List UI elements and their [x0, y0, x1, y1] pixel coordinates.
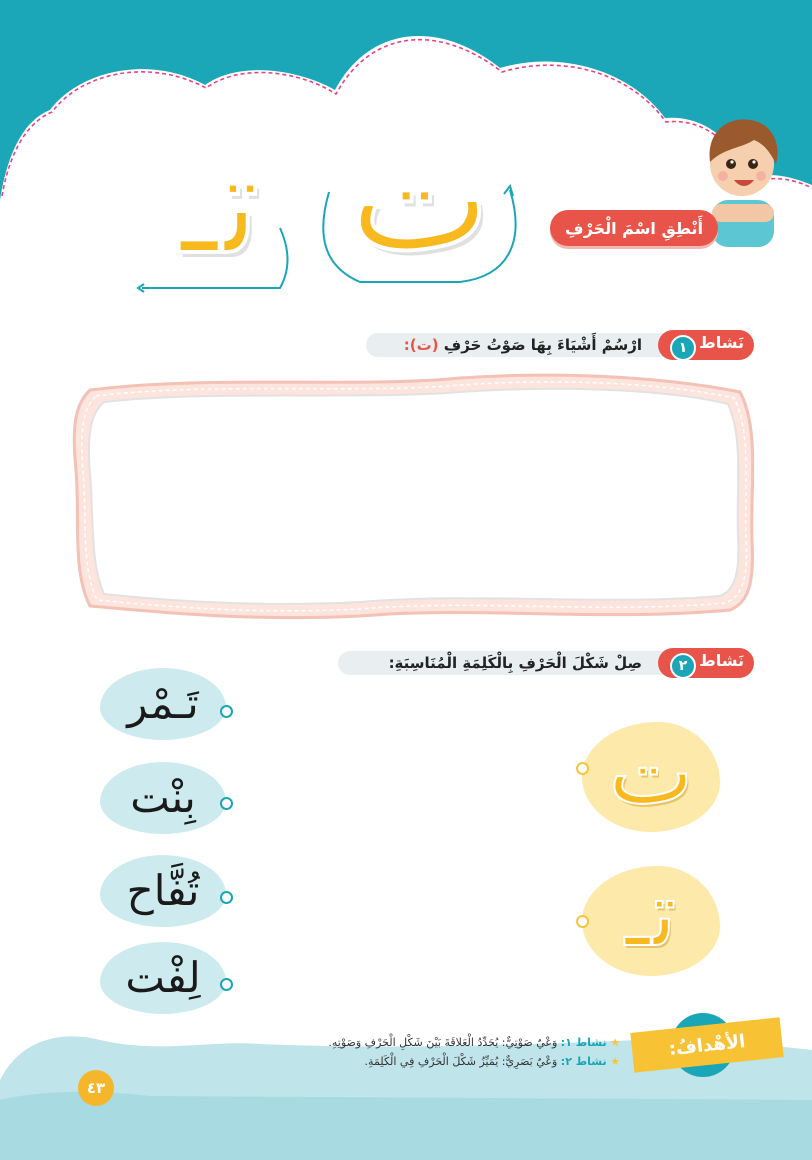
activity-1-header	[366, 333, 754, 357]
word-bint-dot[interactable]	[220, 797, 233, 810]
word-lift-text: لِفْت	[125, 953, 201, 1002]
activity-1-number	[670, 335, 696, 361]
letter-shape-isolated-dot[interactable]	[576, 762, 589, 775]
goal-item-1-text: وَعْيٌ صَوْتِيٌّ: يُحَدِّدُ الْعَلاقَةَ بَيْنَ شَكْلِ الْحَرْفِ وَصَوْتِهِ.	[328, 1036, 558, 1049]
activity-2-badge-label: نَشاط	[699, 651, 744, 670]
word-lift	[100, 942, 226, 1014]
activity-2-header	[338, 651, 754, 675]
activity-2-number	[670, 653, 696, 679]
activity-1-title	[404, 336, 650, 354]
page-number	[78, 1070, 114, 1106]
activity-1-instruction: ارْسُمْ أَشْيَاءَ بِهَا صَوْتُ حَرْفِ	[443, 336, 642, 354]
goals-title: الأهْدافُ:	[667, 1030, 747, 1060]
goal-star-icon: ★	[610, 1055, 620, 1068]
letter-shape-initial-dot[interactable]	[576, 915, 589, 928]
goal-item-2-label: نشاط ٢:	[560, 1055, 607, 1068]
letter-shape-initial	[588, 860, 714, 970]
goal-item-1-label: نشاط ١:	[560, 1036, 607, 1049]
word-tuffah	[100, 855, 226, 927]
word-tuffah-text: تُفَّاح	[126, 866, 200, 915]
letter-initial-glyph: تـ	[180, 123, 260, 286]
goal-item-2	[365, 1055, 620, 1068]
letter-shape-initial-glyph: تـ	[625, 862, 677, 967]
letter-isolated-form	[320, 111, 520, 285]
word-tamr	[100, 668, 226, 740]
letter-initial-form	[140, 123, 300, 286]
page-number-text: ٤٣	[86, 1079, 106, 1097]
letter-shape-isolated-glyph: ت	[608, 720, 694, 825]
activity-2-instruction: صِلْ شَكْلَ الْحَرْفِ بِالْكَلِمَةِ الْمُنَاسِبَةِ:	[388, 654, 642, 672]
word-tamr-text: تَـمْر	[127, 679, 199, 728]
goal-item-2-text: وَعْيٌ بَصَرِيٌّ: يُمَيِّزُ شَكْلَ الْحَرْفِ فِي الْكَلِمَةِ.	[364, 1055, 558, 1068]
goal-star-icon: ★	[610, 1036, 620, 1049]
word-bint-text: بِنْت	[130, 773, 196, 822]
activity-2-number-text: ٢	[678, 658, 688, 674]
activity-1-letter-ref: (ت):	[403, 336, 439, 354]
word-tamr-dot[interactable]	[220, 705, 233, 718]
pronounce-letter-instruction	[550, 210, 718, 246]
activity-1-badge-label: نَشاط	[699, 333, 744, 352]
word-bint	[100, 762, 226, 834]
goal-item-1	[328, 1036, 620, 1049]
letter-shape-isolated	[588, 718, 714, 828]
word-lift-dot[interactable]	[220, 978, 233, 991]
word-tuffah-dot[interactable]	[220, 891, 233, 904]
activity-2-title	[389, 654, 650, 672]
activity-1-number-text: ١	[678, 340, 688, 356]
letter-isolated-glyph: ت	[349, 111, 491, 285]
pronounce-letter-text: أَنْطِقِ اسْمَ الْحَرْفِ	[565, 218, 703, 238]
drawing-area[interactable]	[60, 370, 760, 620]
